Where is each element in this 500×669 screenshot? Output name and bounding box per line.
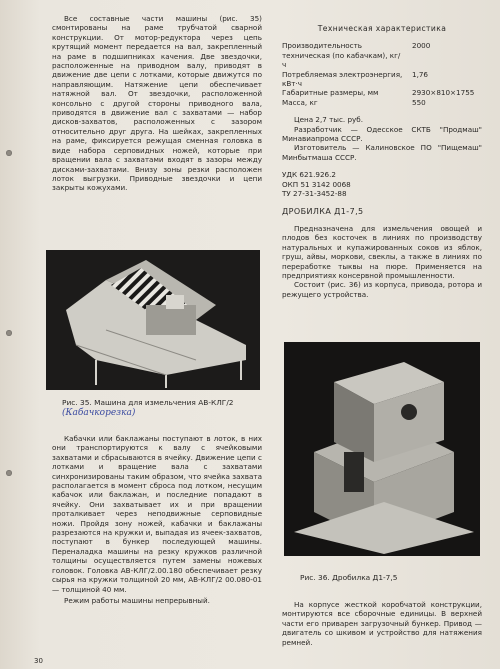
spec-row: Потребляемая электроэнергия, кВт·ч 1,76 — [282, 69, 429, 89]
left-paragraph-2: Кабачки или баклажаны поступают в лоток, в них они транспортируются к валу с ячейковыми захватами и сбрасываются в ячейку. Движение цепи с лотками и вращение вала с захватами синхронизированы таким образом, что ячейка захвата располагается в момент сброса под лотком, несущим кабачок или баклажан, и последние попадают в ячейку. Они захватывает их и при вращении проталкивает через неподвижные серповидные ножи. Пройдя зону ножей, кабачки и баклажаны разрезаются на кружки и, выпадая из ячеек-захватов, поступают в бункер последующей машины. Переналадка машины на резку кружков различной толщины осуществляется путем замены ножевых головок. Головка АВ-КЛГ/2.00.180 обеспечивает резку сырья на кружки толщиной 20 мм, АВ-КЛГ/2 00.080-01 — толщиной 40 мм. — [52, 434, 262, 594]
spec-row: Габаритные размеры, мм 2930×810×1755 — [282, 88, 475, 98]
handwritten-note: (Кабачкорезка) — [62, 408, 136, 418]
manufacturer: Изготовитель — Калиновское ПО "Пищемаш" Минбытмаша СССР. — [282, 143, 482, 162]
spec-row: Производительность техническая (по кабачкам), кг/ч 2000 — [282, 41, 431, 70]
figure-36-photo — [284, 342, 480, 556]
left-paragraph-1: Все составные части машины (рис. 35) смонтированы на раме трубчатой сварной конструкции. От мотор-редуктора через цепь крутящий момент передается на вал, закрепленный на раме в подшипниках качения. Две звездочки, расположенные на приводном валу, приводят в движение две цепи с лотками, которые движутся по направляющим. Натяжение цепи обеспечивает натяжной вал. От звездочки, расположенной консольно с другой стороны приводного вала, приводятся в движение вал с захватами — набор дисков-захватов, расположенных с зазором относительно друг друга. На шейках, закрепленных на раме, фиксируется режущая сменная головка в виде набора серповидных ножей, которые при вращении вала с захватами входят в зазоры между дисками-захватами. Внизу зоны резки расположен лоток выгрузки. Приводные звездочки и цепи закрыты кожухами. — [52, 14, 262, 193]
right-column — [282, 24, 482, 299]
spec-row: Масса, кг 550 — [282, 97, 426, 107]
price: Цена 2,7 тыс. руб. — [294, 115, 364, 125]
right-paragraph-1: Предназначена для измельчения овощей и плодов без косточек в линиях по производству натуральных и купажированных соков из яблок, груш, айвы, моркови, свеклы, а также в линиях по переработке тыквы на пюре. Применяется на предприятиях консервной промышленности. — [282, 223, 482, 280]
crusher-illustration — [284, 342, 480, 556]
tech-spec-title: Техническая характеристика — [317, 24, 447, 33]
okp-code: ОКП 51 3142 0068 — [282, 179, 351, 189]
page-number: 30 — [34, 657, 43, 665]
developer: Разработчик — Одесское СКТБ "Продмаш" Минавиапрома СССР. — [282, 124, 482, 144]
left-body-text — [52, 434, 262, 605]
left-paragraph-3: Режим работы машины непрерывный. — [64, 595, 210, 605]
binding-hole — [6, 330, 12, 336]
section-heading: ДРОБИЛКА Д1-7,5 — [282, 206, 364, 216]
machine-illustration — [46, 250, 260, 390]
binding-holes — [6, 0, 14, 669]
right-paragraph-3: На корпусе жесткой коробчатой конструкции, монтируются все сборочные единицы. В верхней части его приварен загрузочный бункер. Привод — двигатель со шкивом и устройство для натяжения ремней. — [282, 600, 482, 647]
left-intro-text — [52, 14, 262, 193]
tu-code: ТУ 27-31-3452-88 — [282, 189, 347, 199]
binding-hole — [6, 150, 12, 156]
figure-35-caption: Рис. 35. Машина для измельчения АВ-КЛГ/2 — [62, 398, 234, 407]
right-lower-text — [282, 600, 482, 647]
right-paragraph-2: Состоит (рис. 36) из корпуса, привода, ротора и режущего устройства. — [282, 280, 482, 299]
binding-hole — [6, 470, 12, 476]
udk-code: УДК 621.926.2 — [282, 170, 336, 180]
figure-35-photo — [46, 250, 260, 390]
figure-36-caption: Рис. 36. Дробилка Д1-7,5 — [300, 573, 398, 582]
